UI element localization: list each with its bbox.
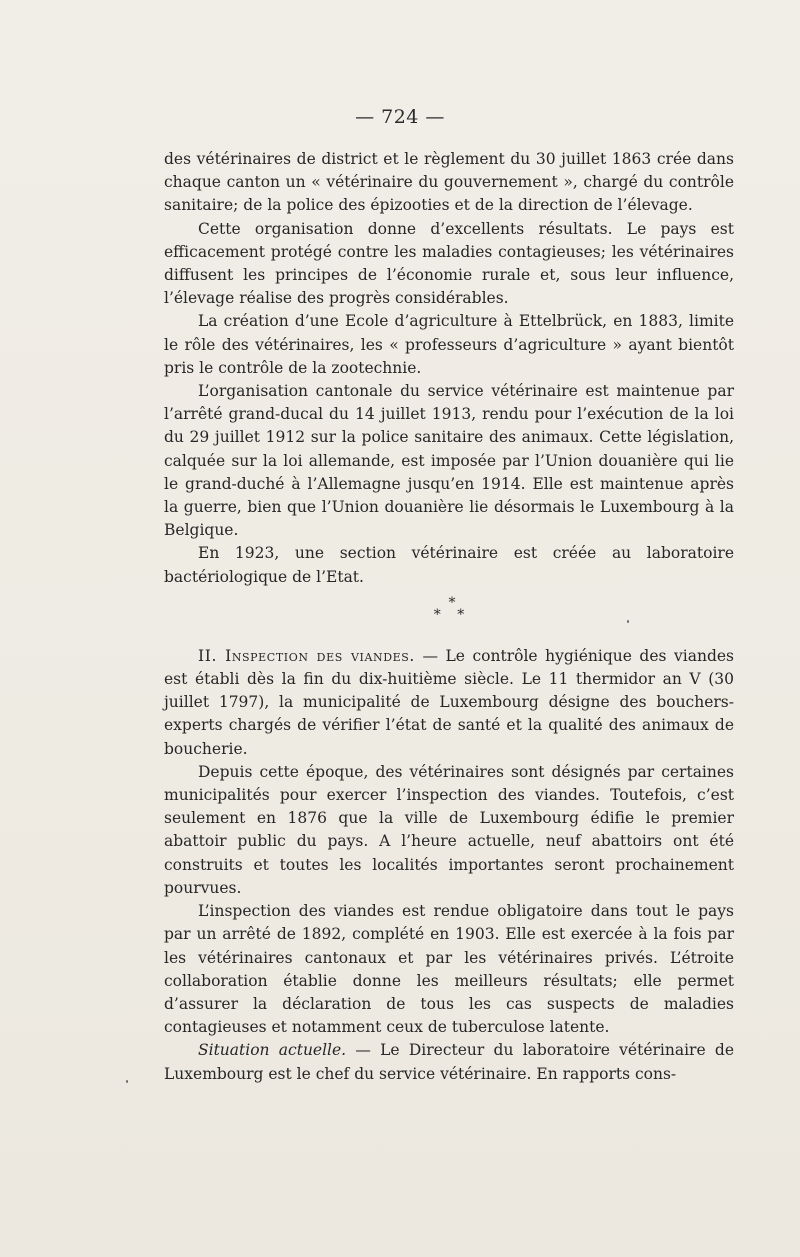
- section-heading: II. Inspection des viandes.: [198, 646, 415, 665]
- separator-stars-bottom: * *: [433, 606, 471, 623]
- separator-star-top: *: [448, 594, 456, 611]
- print-speck: [627, 620, 629, 623]
- paragraph-4: L’organisation cantonale du service vétérinaire est maintenue par l’arrêté grand-ducal du 14 juillet 1913, rendu pour l’exécution de la loi du 29 juillet 1912 sur la police sanitaire des animaux. Cette législation, calquée sur la loi allemande, est imposée par l’Union douanière qui lie le grand-duché à l’Allemagne jusqu’en 1914. Elle est maintenue après la guerre, bien que l’Union douanière lie désormais le Luxembourg à la Belgique.: [164, 382, 734, 540]
- print-speck: [126, 1080, 128, 1083]
- paragraph-7: Depuis cette époque, des vétérinaires sont désignés par certaines municipalités pour exercer l’inspection des viandes. Toutefois, c’est seulement en 1876 que la ville de Luxembourg édifie le premier abattoir public du pays. A l’heure actuelle, neuf abattoirs ont été construits et toutes les localités importantes seront prochainement pourvues.: [164, 762, 734, 897]
- paragraph-1: des vétérinaires de district et le règlement du 30 juillet 1863 crée dans chaque canton un « vétérinaire du gouvernement », chargé du contrôle sanitaire; de la police des épizooties et de la direction de l’élevage.: [164, 150, 734, 215]
- paragraph-5: En 1923, une section vétérinaire est créée au laboratoire bactériologique de l’Etat.: [164, 544, 734, 586]
- paragraph-2: Cette organisation donne d’excellents résultats. Le pays est efficacement protégé contre les maladies contagieuses; les vétérinaires diffusent les principes de l’économie rurale et, sous leur influence, l’élevage réalise des progrès considérables.: [164, 219, 734, 308]
- paragraph-section-ii: [164, 645, 734, 761]
- section-separator: [164, 594, 734, 623]
- section-ii-text: — Le contrôle hygiénique des viandes est établi dès la fin du dix-huitième siècle. Le 11 thermidor an V (30 juillet 1797), la municipalité de Luxembourg désigne des bouchers-experts chargés de vérifier l’état de santé et la qualité des animaux de boucherie.: [164, 646, 734, 758]
- paragraph-3: La création d’une Ecole d’agriculture à Ettelbrück, en 1883, limite le rôle des vétérinaires, les « professeurs d’agriculture » ayant bientôt pris le contrôle de la zootechnie.: [164, 312, 734, 377]
- body-text: [164, 148, 734, 1086]
- situation-heading: Situation actuelle.: [198, 1041, 347, 1060]
- paragraph-situation: [164, 1039, 734, 1085]
- situation-text: — Le Directeur du laboratoire vétérinaire de Luxembourg est le chef du service vétérinaire. En rapports cons-: [164, 1041, 734, 1083]
- paragraph-8: L’inspection des viandes est rendue obligatoire dans tout le pays par un arrêté de 1892, complété en 1903. Elle est exercée à la fois par les vétérinaires cantonaux et par les vétérinaires privés. L’étroite collaboration établie donne les meilleurs résultats; elle permet d’assurer la déclaration de tous les cas suspects de maladies contagieuses et notamment ceux de tuberculose latente.: [164, 902, 734, 1037]
- page-number: — 724 —: [355, 106, 445, 128]
